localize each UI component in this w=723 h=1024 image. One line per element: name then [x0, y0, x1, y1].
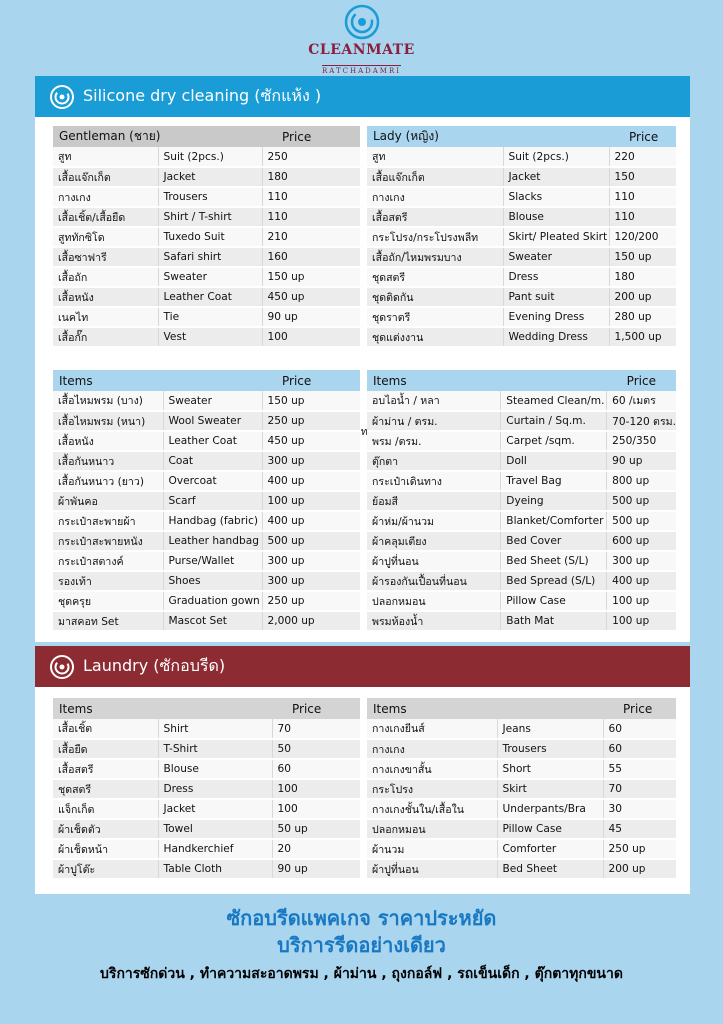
price-cell: 110	[262, 187, 360, 207]
table-row	[367, 799, 676, 819]
table-row	[367, 759, 676, 779]
price-cell: 300 up	[262, 551, 360, 571]
english-name-cell: Leather handbag	[163, 531, 262, 551]
english-name-cell: Underpants/Bra	[497, 799, 603, 819]
english-name-cell: Tie	[158, 307, 262, 327]
english-name-cell: Graduation gown	[163, 591, 262, 611]
price-cell: 100 up	[607, 611, 676, 631]
english-name-cell: Trousers	[158, 187, 262, 207]
thai-name-cell: เสื้อเชิ้ต/เสื้อยืด	[53, 207, 158, 227]
thai-name-cell: ชุดสตรี	[53, 779, 158, 799]
thai-name-cell: ผ้าพันคอ	[53, 491, 163, 511]
laundry-title: Laundry (ซักอบรีด)	[83, 656, 226, 675]
price-cell: 110	[609, 187, 676, 207]
dry-cleaning-title: Silicone dry cleaning (ซักแห้ง )	[83, 86, 322, 105]
brand-subtitle: RATCHADAMRI	[322, 67, 401, 75]
english-name-cell: Comforter	[497, 839, 603, 859]
price-header: Price	[609, 126, 676, 147]
price-cell: 400 up	[262, 511, 360, 531]
price-cell: 60	[603, 739, 676, 759]
english-name-cell: Sweater	[503, 247, 609, 267]
promo-heading	[0, 905, 723, 959]
price-cell: 250 up	[262, 591, 360, 611]
price-cell: 300 up	[262, 451, 360, 471]
gentleman-header: Gentleman (ชาย)	[53, 126, 262, 147]
price-cell: 110	[609, 207, 676, 227]
thai-name-cell: เสื้อแจ๊กเก็ต	[53, 167, 158, 187]
english-name-cell: Bed Sheet (S/L)	[501, 551, 607, 571]
brand-name: CLEANMATE	[308, 42, 415, 58]
table-row	[367, 187, 676, 207]
thai-name-cell: กางเกงขาสั้น	[367, 759, 497, 779]
thai-name-cell: ชุดติดกัน	[367, 287, 503, 307]
english-name-cell: Purse/Wallet	[163, 551, 262, 571]
table-row	[367, 391, 676, 411]
english-name-cell: Steamed Clean/m.	[501, 391, 607, 411]
thai-name-cell: พรมห้องน้ำ	[367, 611, 501, 631]
promo-line-1: ซักอบรีดแพคเกจ ราคาประหยัด	[226, 906, 497, 930]
price-cell: 800 up	[607, 471, 676, 491]
thai-name-cell: สูททักซิโด	[53, 227, 158, 247]
english-name-cell: Bed Cover	[501, 531, 607, 551]
dry-cleaning-banner	[35, 76, 690, 117]
table-row	[53, 779, 360, 799]
thai-name-cell: เสื้อถัก	[53, 267, 158, 287]
table-row	[367, 719, 676, 739]
laundry-left-table	[53, 698, 360, 880]
table-row	[367, 327, 676, 347]
table-row	[367, 491, 676, 511]
thai-name-cell: ชุดแต่งงาน	[367, 327, 503, 347]
thai-name-cell: ปลอกหมอน	[367, 591, 501, 611]
price-cell: 150 up	[262, 391, 360, 411]
english-name-cell: Handbag (fabric)	[163, 511, 262, 531]
thai-name-cell: ชุดครุย	[53, 591, 163, 611]
table-row	[367, 591, 676, 611]
thai-name-cell: ผ้าเช็ดตัว	[53, 819, 158, 839]
price-cell: 150	[609, 167, 676, 187]
english-name-cell: Bed Spread (S/L)	[501, 571, 607, 591]
table-row	[53, 819, 360, 839]
english-name-cell: Evening Dress	[503, 307, 609, 327]
english-name-cell: Towel	[158, 819, 272, 839]
english-name-cell: Pillow Case	[497, 819, 603, 839]
english-name-cell: Shoes	[163, 571, 262, 591]
thai-name-cell: เสื้อกันหนาว	[53, 451, 163, 471]
english-name-cell: Suit (2pcs.)	[158, 147, 262, 167]
english-name-cell: Wedding Dress	[503, 327, 609, 347]
price-cell: 150 up	[262, 267, 360, 287]
services-list: บริการซักด่วน , ทำความสะอาดพรม , ผ้าม่าน , ถุงกอล์ฟ , รถเข็นเด็ก , ตุ๊กตาทุกขนาด	[100, 966, 623, 982]
thai-name-cell: กางเกงยีนส์	[367, 719, 497, 739]
english-name-cell: Bath Mat	[501, 611, 607, 631]
table-row	[53, 511, 360, 531]
english-name-cell: Coat	[163, 451, 262, 471]
table-row	[367, 431, 676, 451]
thai-name-cell: เสื้อหนัง	[53, 287, 158, 307]
table-row	[53, 591, 360, 611]
thai-name-cell: ผ้านวม	[367, 839, 497, 859]
table-row	[367, 147, 676, 167]
items-header: Items	[367, 698, 603, 719]
english-name-cell: T-Shirt	[158, 739, 272, 759]
price-cell: 220	[609, 147, 676, 167]
thai-name-cell: กระเป๋าสะพายผ้า	[53, 511, 163, 531]
table-row	[53, 227, 360, 247]
table-row	[53, 247, 360, 267]
thai-name-cell: พรม /ตรม.	[367, 431, 501, 451]
english-name-cell: Shirt / T-shirt	[158, 207, 262, 227]
english-name-cell: Tuxedo Suit	[158, 227, 262, 247]
table-row	[53, 551, 360, 571]
price-cell: 300 up	[607, 551, 676, 571]
price-cell: 300 up	[262, 571, 360, 591]
price-cell: 400 up	[262, 471, 360, 491]
price-cell: 210	[262, 227, 360, 247]
english-name-cell: Travel Bag	[501, 471, 607, 491]
table-row	[53, 391, 360, 411]
price-cell: 70	[603, 779, 676, 799]
thai-name-cell: ย้อมสี	[367, 491, 501, 511]
price-header: Price	[262, 126, 360, 147]
table-row	[53, 611, 360, 631]
thai-name-cell: แจ็กเก็ต	[53, 799, 158, 819]
table-row	[53, 267, 360, 287]
price-cell: 180	[609, 267, 676, 287]
price-cell: 1,500 up	[609, 327, 676, 347]
english-name-cell: Table Cloth	[158, 859, 272, 879]
english-name-cell: Slacks	[503, 187, 609, 207]
laundry-section	[35, 646, 690, 894]
english-name-cell: Dress	[158, 779, 272, 799]
table-row	[367, 611, 676, 631]
items-header: Items	[53, 698, 272, 719]
thai-name-cell: กระเป๋าสะพายหนัง	[53, 531, 163, 551]
price-cell: 60	[603, 719, 676, 739]
english-name-cell: Leather Coat	[158, 287, 262, 307]
table-row	[367, 859, 676, 879]
items-header: Items	[367, 370, 607, 391]
price-cell: 400 up	[607, 571, 676, 591]
price-cell: 180	[262, 167, 360, 187]
table-row	[53, 759, 360, 779]
thai-name-cell: เสื้อหนัง	[53, 431, 163, 451]
price-cell: 70-120 ตรม.	[607, 411, 676, 431]
gentleman-table	[53, 126, 360, 348]
price-cell: 30	[603, 799, 676, 819]
thai-name-cell: กางเกงชั้นใน/เสื้อใน	[367, 799, 497, 819]
english-name-cell: Dress	[503, 267, 609, 287]
table-row	[53, 471, 360, 491]
english-name-cell: Wool Sweater	[163, 411, 262, 431]
thai-name-cell: กระโปรง/กระโปรงพลีท	[367, 227, 503, 247]
price-cell: 90 up	[262, 307, 360, 327]
english-name-cell: Curtain / Sq.m.	[501, 411, 607, 431]
table-row	[367, 571, 676, 591]
table-row	[53, 719, 360, 739]
table-row	[53, 739, 360, 759]
price-cell: 55	[603, 759, 676, 779]
price-cell: 280 up	[609, 307, 676, 327]
english-name-cell: Doll	[501, 451, 607, 471]
lady-table	[367, 126, 676, 348]
thai-name-cell: ผ้าปูที่นอน	[367, 859, 497, 879]
english-name-cell: Carpet /sqm.	[501, 431, 607, 451]
table-row	[367, 739, 676, 759]
thai-name-cell: ผ้าปูที่นอน	[367, 551, 501, 571]
table-row	[53, 287, 360, 307]
thai-name-cell: อบไอน้ำ / หลา	[367, 391, 501, 411]
price-cell: 100 up	[607, 591, 676, 611]
english-name-cell: Jacket	[503, 167, 609, 187]
table-row	[53, 859, 360, 879]
table-row	[367, 307, 676, 327]
table-row	[53, 307, 360, 327]
english-name-cell: Blouse	[158, 759, 272, 779]
price-cell: 200 up	[603, 859, 676, 879]
price-cell: 500 up	[262, 531, 360, 551]
english-name-cell: Jacket	[158, 799, 272, 819]
thai-name-cell: ผ้าห่ม/ผ้านวม	[367, 511, 501, 531]
price-cell: 90 up	[272, 859, 360, 879]
swirl-icon	[49, 84, 75, 110]
table-row	[367, 819, 676, 839]
table-row	[367, 471, 676, 491]
table-row	[367, 287, 676, 307]
english-name-cell: Scarf	[163, 491, 262, 511]
price-cell: 120/200	[609, 227, 676, 247]
thai-name-cell: เสื้อซาฟารี	[53, 247, 158, 267]
price-cell: 450 up	[262, 431, 360, 451]
table-row	[367, 551, 676, 571]
price-cell: 250	[262, 147, 360, 167]
table-row	[367, 267, 676, 287]
thai-name-cell: ผ้าม่าน / ตรม.	[367, 411, 501, 431]
thai-name-cell: เสื้อแจ๊กเก็ต	[367, 167, 503, 187]
price-cell: 160	[262, 247, 360, 267]
thai-name-cell: เนคไท	[53, 307, 158, 327]
thai-name-cell: เสื้อกั๊ก	[53, 327, 158, 347]
price-cell: 600 up	[607, 531, 676, 551]
price-cell: 150 up	[609, 247, 676, 267]
thai-name-cell: เสื้อกันหนาว (ยาว)	[53, 471, 163, 491]
dry-cleaning-section	[35, 76, 690, 642]
thai-name-cell: ชุดสตรี	[367, 267, 503, 287]
table-row	[53, 491, 360, 511]
thai-name-cell: กางเกง	[367, 739, 497, 759]
table-row	[367, 451, 676, 471]
table-row	[53, 571, 360, 591]
laundry-banner	[35, 646, 690, 687]
thai-name-cell: ปลอกหมอน	[367, 819, 497, 839]
english-name-cell: Mascot Set	[163, 611, 262, 631]
brand-logo	[0, 4, 723, 76]
english-name-cell: Trousers	[497, 739, 603, 759]
thai-name-cell: ผ้าคลุมเตียง	[367, 531, 501, 551]
thai-name-cell: ตุ๊กตา	[367, 451, 501, 471]
thai-name-cell: ผ้าปูโต๊ะ	[53, 859, 158, 879]
thai-name-cell: เสื้อยืด	[53, 739, 158, 759]
table-row	[53, 451, 360, 471]
english-name-cell: Pillow Case	[501, 591, 607, 611]
table-row	[53, 431, 360, 451]
english-name-cell: Leather Coat	[163, 431, 262, 451]
thai-name-cell: มาสคอท Set	[53, 611, 163, 631]
thai-name-cell: ผ้าเช็ดหน้า	[53, 839, 158, 859]
english-name-cell: Safari shirt	[158, 247, 262, 267]
english-name-cell: Vest	[158, 327, 262, 347]
thai-name-cell: รองเท้า	[53, 571, 163, 591]
price-cell: 2,000 up	[262, 611, 360, 631]
price-header: Price	[262, 370, 360, 391]
english-name-cell: Handkerchief	[158, 839, 272, 859]
table-row	[367, 247, 676, 267]
price-cell: 250/350	[607, 431, 676, 451]
thai-name-cell: เสื้อไหมพรม (บาง)	[53, 391, 163, 411]
price-cell: 450 up	[262, 287, 360, 307]
english-name-cell: Suit (2pcs.)	[503, 147, 609, 167]
table-row	[53, 799, 360, 819]
swirl-icon	[49, 654, 75, 680]
price-cell: 100	[262, 327, 360, 347]
table-row	[367, 207, 676, 227]
table-row	[367, 839, 676, 859]
english-name-cell: Blouse	[503, 207, 609, 227]
price-header: Price	[272, 698, 360, 719]
price-cell: 100	[272, 799, 360, 819]
table-row	[367, 511, 676, 531]
price-cell: 250 up	[262, 411, 360, 431]
swirl-logo-icon	[344, 4, 380, 40]
price-cell: 250 up	[603, 839, 676, 859]
price-cell: 20	[272, 839, 360, 859]
english-name-cell: Sweater	[163, 391, 262, 411]
price-header: Price	[607, 370, 676, 391]
thai-name-cell: สูท	[53, 147, 158, 167]
price-cell: 60 /เมตร	[607, 391, 676, 411]
thai-name-cell: เสื้อถัก/ไหมพรมบาง	[367, 247, 503, 267]
english-name-cell: Jacket	[158, 167, 262, 187]
thai-name-cell: ผ้ารองกันเปื้อนที่นอน	[367, 571, 501, 591]
dry-items-right-table	[367, 370, 676, 632]
price-cell: 200 up	[609, 287, 676, 307]
english-name-cell: Shirt	[158, 719, 272, 739]
english-name-cell: Dyeing	[501, 491, 607, 511]
thai-name-cell: กางเกง	[53, 187, 158, 207]
english-name-cell: Jeans	[497, 719, 603, 739]
price-cell: 500 up	[607, 511, 676, 531]
price-cell: 50 up	[272, 819, 360, 839]
price-cell: 110	[262, 207, 360, 227]
thai-name-cell: กระเป๋าเดินทาง	[367, 471, 501, 491]
table-row	[53, 411, 360, 431]
table-row	[367, 227, 676, 247]
table-row	[367, 411, 676, 431]
thai-name-cell: กระเป๋าสตางค์	[53, 551, 163, 571]
price-cell: 60	[272, 759, 360, 779]
english-name-cell: Sweater	[158, 267, 262, 287]
table-row	[53, 327, 360, 347]
price-cell: 90 up	[607, 451, 676, 471]
table-row	[53, 531, 360, 551]
table-row	[367, 531, 676, 551]
price-header: Price	[603, 698, 676, 719]
table-row	[53, 147, 360, 167]
price-cell: 100	[272, 779, 360, 799]
price-cell: 70	[272, 719, 360, 739]
thai-name-cell: กางเกง	[367, 187, 503, 207]
laundry-right-table	[367, 698, 676, 880]
table-row	[367, 167, 676, 187]
english-name-cell: Blanket/Comforter	[501, 511, 607, 531]
table-row	[53, 167, 360, 187]
table-row	[367, 779, 676, 799]
promo-line-2: บริการรีดอย่างเดียว	[277, 933, 446, 957]
thai-name-cell: เสื้อเชิ้ต	[53, 719, 158, 739]
thai-name-cell: เสื้อสตรี	[367, 207, 503, 227]
price-cell: 100 up	[262, 491, 360, 511]
thai-name-cell: กระโปรง	[367, 779, 497, 799]
price-cell: 45	[603, 819, 676, 839]
english-name-cell: Skirt/ Pleated Skirt	[503, 227, 609, 247]
english-name-cell: Overcoat	[163, 471, 262, 491]
english-name-cell: Pant suit	[503, 287, 609, 307]
price-cell: 500 up	[607, 491, 676, 511]
table-row	[53, 187, 360, 207]
thai-name-cell: ชุดราตรี	[367, 307, 503, 327]
table-row	[53, 207, 360, 227]
english-name-cell: Skirt	[497, 779, 603, 799]
thai-name-cell: สูท	[367, 147, 503, 167]
items-header: Items	[53, 370, 262, 391]
lady-header: Lady (หญิง)	[367, 126, 609, 147]
dry-items-left-table	[53, 370, 360, 632]
table-row	[53, 839, 360, 859]
thai-name-cell: เสื้อสตรี	[53, 759, 158, 779]
price-cell: 50	[272, 739, 360, 759]
english-name-cell: Bed Sheet	[497, 859, 603, 879]
thai-name-cell: เสื้อไหมพรม (หนา)	[53, 411, 163, 431]
english-name-cell: Short	[497, 759, 603, 779]
